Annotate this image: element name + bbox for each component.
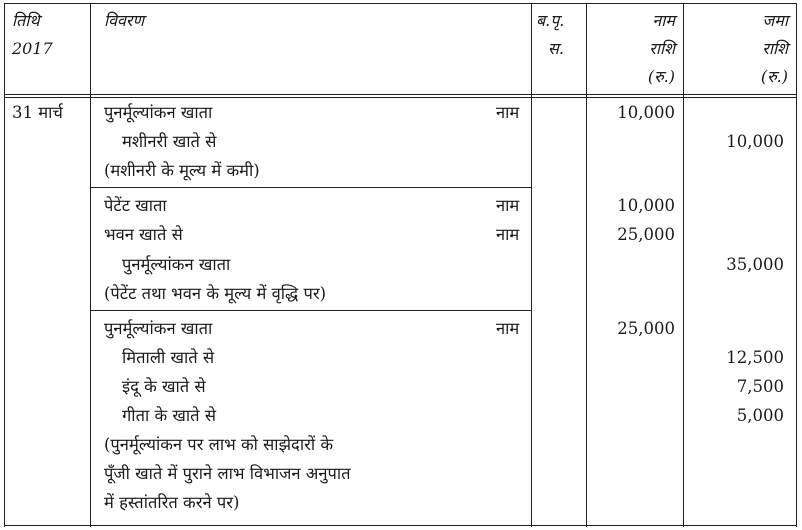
dr-marker: नाम <box>496 225 520 244</box>
credit-amount: 12,500 <box>726 348 784 367</box>
entry-line: पुनर्मूल्यांकन खाता <box>104 103 213 122</box>
entry-line: भवन खाते से <box>104 225 183 244</box>
column-rule <box>531 3 532 527</box>
debit-amount: 10,000 <box>617 196 675 215</box>
header-credit: राशि <box>762 39 788 58</box>
dr-marker: नाम <box>496 196 520 215</box>
credit-amount: 5,000 <box>736 406 784 425</box>
header-credit-unit: (रु.) <box>760 67 788 86</box>
top-rule <box>4 3 796 4</box>
header-year: 2017 <box>12 39 53 58</box>
entry-separator <box>90 310 531 311</box>
bottom-rule <box>4 525 796 526</box>
entry-line: मशीनरी खाते से <box>122 132 217 151</box>
column-rule <box>586 3 587 527</box>
narration: (पुनर्मूल्यांकन पर लाभ को साझेदारों के <box>104 435 334 454</box>
header-debit-unit: (रु.) <box>647 67 675 86</box>
entry-line: इंदू के खाते से <box>122 377 206 396</box>
header-debit: नाम <box>652 11 675 30</box>
column-rule <box>796 3 797 527</box>
header-lf: स. <box>548 39 564 58</box>
entry-line: पुनर्मूल्यांकन खाता <box>104 319 213 338</box>
header-credit: जमा <box>762 11 788 30</box>
debit-amount: 10,000 <box>617 103 675 122</box>
column-rule <box>4 3 5 527</box>
header-lf: ब.पृ. <box>536 11 565 30</box>
header-rule <box>4 97 796 98</box>
entry-date: 31 मार्च <box>12 103 63 122</box>
narration: (पेटेंट तथा भवन के मूल्य में वृद्धि पर) <box>104 284 327 303</box>
narration: (मशीनरी के मूल्य में कमी) <box>104 161 260 180</box>
credit-amount: 35,000 <box>726 255 784 274</box>
dr-marker: नाम <box>496 103 520 122</box>
entry-separator <box>90 187 531 188</box>
credit-amount: 10,000 <box>726 132 784 151</box>
debit-amount: 25,000 <box>617 225 675 244</box>
header-date: तिथि <box>12 11 40 30</box>
header-debit: राशि <box>649 39 675 58</box>
credit-amount: 7,500 <box>736 377 784 396</box>
header-rule <box>4 94 796 95</box>
dr-marker: नाम <box>496 319 520 338</box>
entry-line: पेटेंट खाता <box>104 196 167 215</box>
debit-amount: 25,000 <box>617 319 675 338</box>
header-particulars: विवरण <box>104 11 145 30</box>
entry-line: गीता के खाते से <box>122 406 216 425</box>
column-rule <box>90 3 91 527</box>
narration: में हस्तांतरित करने पर) <box>104 493 240 512</box>
entry-line: पुनर्मूल्यांकन खाता <box>122 255 231 274</box>
entry-line: मिताली खाते से <box>122 348 215 367</box>
column-rule <box>683 3 684 527</box>
narration: पूँजी खाते में पुराने लाभ विभाजन अनुपात <box>104 464 351 483</box>
